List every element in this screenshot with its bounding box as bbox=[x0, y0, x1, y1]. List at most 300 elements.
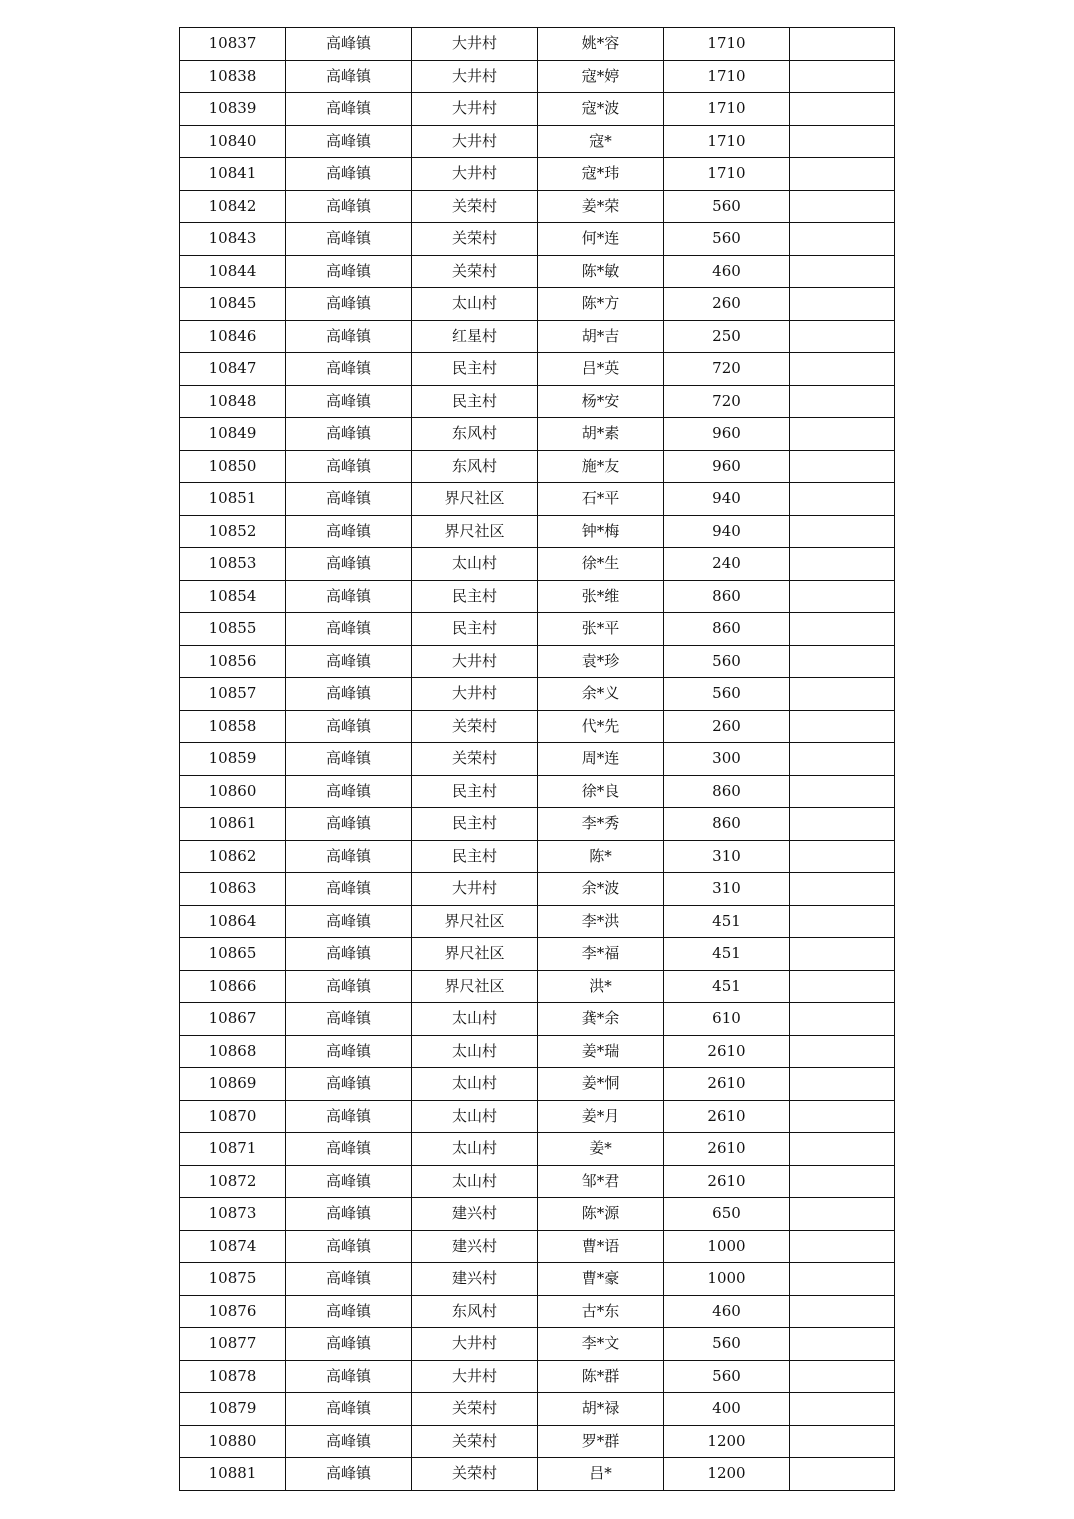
cell-note bbox=[790, 28, 895, 61]
cell-village: 界尺社区 bbox=[412, 938, 538, 971]
cell-amount: 860 bbox=[664, 580, 790, 613]
cell-id: 10865 bbox=[180, 938, 286, 971]
cell-note bbox=[790, 158, 895, 191]
cell-id: 10854 bbox=[180, 580, 286, 613]
cell-note bbox=[790, 645, 895, 678]
table-row bbox=[180, 1328, 895, 1361]
cell-town: 高峰镇 bbox=[286, 1100, 412, 1133]
cell-note bbox=[790, 1360, 895, 1393]
cell-name: 张*平 bbox=[538, 613, 664, 646]
cell-name: 张*维 bbox=[538, 580, 664, 613]
cell-village: 大井村 bbox=[412, 93, 538, 126]
cell-note bbox=[790, 418, 895, 451]
table-row bbox=[180, 1393, 895, 1426]
cell-name: 施*友 bbox=[538, 450, 664, 483]
cell-id: 10878 bbox=[180, 1360, 286, 1393]
cell-name: 姚*容 bbox=[538, 28, 664, 61]
cell-village: 大井村 bbox=[412, 873, 538, 906]
cell-town: 高峰镇 bbox=[286, 905, 412, 938]
cell-town: 高峰镇 bbox=[286, 1360, 412, 1393]
cell-note bbox=[790, 320, 895, 353]
table-row bbox=[180, 1360, 895, 1393]
cell-town: 高峰镇 bbox=[286, 1068, 412, 1101]
cell-note bbox=[790, 808, 895, 841]
cell-id: 10852 bbox=[180, 515, 286, 548]
cell-amount: 240 bbox=[664, 548, 790, 581]
cell-amount: 720 bbox=[664, 353, 790, 386]
cell-village: 界尺社区 bbox=[412, 970, 538, 1003]
cell-name: 周*连 bbox=[538, 743, 664, 776]
cell-name: 钟*梅 bbox=[538, 515, 664, 548]
cell-village: 太山村 bbox=[412, 1003, 538, 1036]
cell-village: 大井村 bbox=[412, 1328, 538, 1361]
cell-town: 高峰镇 bbox=[286, 483, 412, 516]
cell-town: 高峰镇 bbox=[286, 125, 412, 158]
table-row bbox=[180, 320, 895, 353]
cell-town: 高峰镇 bbox=[286, 1328, 412, 1361]
cell-note bbox=[790, 710, 895, 743]
cell-village: 大井村 bbox=[412, 28, 538, 61]
cell-amount: 560 bbox=[664, 1360, 790, 1393]
table-row bbox=[180, 1100, 895, 1133]
cell-name: 罗*群 bbox=[538, 1425, 664, 1458]
cell-village: 大井村 bbox=[412, 645, 538, 678]
cell-town: 高峰镇 bbox=[286, 840, 412, 873]
cell-town: 高峰镇 bbox=[286, 1165, 412, 1198]
cell-town: 高峰镇 bbox=[286, 320, 412, 353]
cell-note bbox=[790, 1100, 895, 1133]
table-row bbox=[180, 450, 895, 483]
cell-name: 石*平 bbox=[538, 483, 664, 516]
cell-amount: 940 bbox=[664, 515, 790, 548]
cell-name: 寇*玮 bbox=[538, 158, 664, 191]
table-row bbox=[180, 970, 895, 1003]
cell-amount: 560 bbox=[664, 190, 790, 223]
cell-name: 曹*豪 bbox=[538, 1263, 664, 1296]
cell-name: 吕* bbox=[538, 1458, 664, 1491]
cell-note bbox=[790, 190, 895, 223]
cell-note bbox=[790, 775, 895, 808]
cell-note bbox=[790, 93, 895, 126]
cell-village: 东风村 bbox=[412, 418, 538, 451]
cell-town: 高峰镇 bbox=[286, 223, 412, 256]
cell-amount: 1000 bbox=[664, 1230, 790, 1263]
cell-id: 10841 bbox=[180, 158, 286, 191]
cell-note bbox=[790, 1003, 895, 1036]
cell-town: 高峰镇 bbox=[286, 613, 412, 646]
cell-id: 10843 bbox=[180, 223, 286, 256]
cell-name: 代*先 bbox=[538, 710, 664, 743]
cell-amount: 560 bbox=[664, 645, 790, 678]
cell-id: 10872 bbox=[180, 1165, 286, 1198]
cell-name: 寇*婷 bbox=[538, 60, 664, 93]
cell-village: 东风村 bbox=[412, 450, 538, 483]
cell-amount: 1710 bbox=[664, 60, 790, 93]
cell-id: 10839 bbox=[180, 93, 286, 126]
cell-id: 10874 bbox=[180, 1230, 286, 1263]
cell-amount: 260 bbox=[664, 710, 790, 743]
cell-town: 高峰镇 bbox=[286, 743, 412, 776]
cell-amount: 260 bbox=[664, 288, 790, 321]
table-row bbox=[180, 710, 895, 743]
cell-town: 高峰镇 bbox=[286, 515, 412, 548]
cell-note bbox=[790, 743, 895, 776]
table-row bbox=[180, 223, 895, 256]
cell-village: 太山村 bbox=[412, 1035, 538, 1068]
cell-id: 10868 bbox=[180, 1035, 286, 1068]
cell-note bbox=[790, 515, 895, 548]
cell-town: 高峰镇 bbox=[286, 450, 412, 483]
cell-name: 吕*英 bbox=[538, 353, 664, 386]
table-row bbox=[180, 125, 895, 158]
cell-name: 寇*波 bbox=[538, 93, 664, 126]
table-row bbox=[180, 1295, 895, 1328]
cell-name: 龚*余 bbox=[538, 1003, 664, 1036]
cell-name: 曹*语 bbox=[538, 1230, 664, 1263]
cell-amount: 2610 bbox=[664, 1035, 790, 1068]
cell-note bbox=[790, 840, 895, 873]
table-row bbox=[180, 60, 895, 93]
cell-note bbox=[790, 1295, 895, 1328]
cell-amount: 960 bbox=[664, 418, 790, 451]
cell-name: 姜*月 bbox=[538, 1100, 664, 1133]
cell-note bbox=[790, 548, 895, 581]
cell-town: 高峰镇 bbox=[286, 385, 412, 418]
cell-town: 高峰镇 bbox=[286, 288, 412, 321]
cell-village: 民主村 bbox=[412, 775, 538, 808]
cell-note bbox=[790, 255, 895, 288]
cell-town: 高峰镇 bbox=[286, 1263, 412, 1296]
cell-name: 余*义 bbox=[538, 678, 664, 711]
cell-id: 10858 bbox=[180, 710, 286, 743]
cell-note bbox=[790, 1035, 895, 1068]
cell-amount: 1200 bbox=[664, 1425, 790, 1458]
cell-id: 10870 bbox=[180, 1100, 286, 1133]
table-row bbox=[180, 385, 895, 418]
cell-name: 李*福 bbox=[538, 938, 664, 971]
cell-village: 太山村 bbox=[412, 1100, 538, 1133]
cell-town: 高峰镇 bbox=[286, 1425, 412, 1458]
cell-amount: 960 bbox=[664, 450, 790, 483]
table-row bbox=[180, 1263, 895, 1296]
cell-town: 高峰镇 bbox=[286, 678, 412, 711]
cell-name: 姜* bbox=[538, 1133, 664, 1166]
cell-note bbox=[790, 125, 895, 158]
table-row bbox=[180, 1068, 895, 1101]
cell-village: 民主村 bbox=[412, 385, 538, 418]
table-row bbox=[180, 1165, 895, 1198]
cell-amount: 1710 bbox=[664, 93, 790, 126]
cell-note bbox=[790, 1328, 895, 1361]
cell-name: 徐*良 bbox=[538, 775, 664, 808]
cell-name: 胡*吉 bbox=[538, 320, 664, 353]
cell-town: 高峰镇 bbox=[286, 28, 412, 61]
cell-town: 高峰镇 bbox=[286, 1003, 412, 1036]
cell-id: 10880 bbox=[180, 1425, 286, 1458]
cell-name: 袁*珍 bbox=[538, 645, 664, 678]
cell-id: 10842 bbox=[180, 190, 286, 223]
cell-note bbox=[790, 450, 895, 483]
cell-town: 高峰镇 bbox=[286, 808, 412, 841]
records-table bbox=[179, 27, 895, 1491]
cell-name: 何*连 bbox=[538, 223, 664, 256]
cell-id: 10855 bbox=[180, 613, 286, 646]
cell-name: 余*波 bbox=[538, 873, 664, 906]
cell-name: 李*洪 bbox=[538, 905, 664, 938]
cell-name: 徐*生 bbox=[538, 548, 664, 581]
cell-id: 10848 bbox=[180, 385, 286, 418]
cell-amount: 720 bbox=[664, 385, 790, 418]
table-row bbox=[180, 548, 895, 581]
cell-village: 关荣村 bbox=[412, 1393, 538, 1426]
table-row bbox=[180, 775, 895, 808]
cell-amount: 1000 bbox=[664, 1263, 790, 1296]
table-row bbox=[180, 613, 895, 646]
cell-note bbox=[790, 905, 895, 938]
cell-id: 10863 bbox=[180, 873, 286, 906]
cell-amount: 1710 bbox=[664, 158, 790, 191]
cell-town: 高峰镇 bbox=[286, 1198, 412, 1231]
cell-village: 关荣村 bbox=[412, 710, 538, 743]
cell-note bbox=[790, 353, 895, 386]
cell-name: 姜*恫 bbox=[538, 1068, 664, 1101]
cell-village: 大井村 bbox=[412, 158, 538, 191]
cell-town: 高峰镇 bbox=[286, 418, 412, 451]
cell-village: 东风村 bbox=[412, 1295, 538, 1328]
cell-note bbox=[790, 1230, 895, 1263]
table-row bbox=[180, 1230, 895, 1263]
cell-village: 界尺社区 bbox=[412, 515, 538, 548]
records-table-body bbox=[180, 28, 895, 1491]
cell-name: 李*秀 bbox=[538, 808, 664, 841]
cell-name: 陈* bbox=[538, 840, 664, 873]
cell-village: 建兴村 bbox=[412, 1263, 538, 1296]
cell-amount: 2610 bbox=[664, 1133, 790, 1166]
cell-id: 10866 bbox=[180, 970, 286, 1003]
cell-note bbox=[790, 873, 895, 906]
cell-amount: 300 bbox=[664, 743, 790, 776]
table-row bbox=[180, 515, 895, 548]
cell-name: 邹*君 bbox=[538, 1165, 664, 1198]
cell-town: 高峰镇 bbox=[286, 710, 412, 743]
cell-amount: 451 bbox=[664, 938, 790, 971]
cell-village: 太山村 bbox=[412, 1068, 538, 1101]
cell-id: 10856 bbox=[180, 645, 286, 678]
cell-note bbox=[790, 613, 895, 646]
cell-id: 10838 bbox=[180, 60, 286, 93]
cell-note bbox=[790, 580, 895, 613]
cell-id: 10871 bbox=[180, 1133, 286, 1166]
cell-village: 关荣村 bbox=[412, 1458, 538, 1491]
table-row bbox=[180, 938, 895, 971]
cell-town: 高峰镇 bbox=[286, 580, 412, 613]
cell-amount: 451 bbox=[664, 970, 790, 1003]
cell-village: 民主村 bbox=[412, 353, 538, 386]
cell-town: 高峰镇 bbox=[286, 93, 412, 126]
cell-town: 高峰镇 bbox=[286, 60, 412, 93]
cell-id: 10857 bbox=[180, 678, 286, 711]
cell-village: 大井村 bbox=[412, 125, 538, 158]
cell-amount: 860 bbox=[664, 775, 790, 808]
cell-note bbox=[790, 970, 895, 1003]
cell-note bbox=[790, 1425, 895, 1458]
cell-village: 关荣村 bbox=[412, 743, 538, 776]
cell-village: 太山村 bbox=[412, 548, 538, 581]
cell-amount: 400 bbox=[664, 1393, 790, 1426]
cell-village: 民主村 bbox=[412, 808, 538, 841]
cell-town: 高峰镇 bbox=[286, 775, 412, 808]
cell-village: 太山村 bbox=[412, 1133, 538, 1166]
cell-id: 10875 bbox=[180, 1263, 286, 1296]
cell-town: 高峰镇 bbox=[286, 1230, 412, 1263]
table-row bbox=[180, 1003, 895, 1036]
cell-amount: 2610 bbox=[664, 1100, 790, 1133]
cell-note bbox=[790, 1165, 895, 1198]
cell-note bbox=[790, 938, 895, 971]
cell-note bbox=[790, 1133, 895, 1166]
table-row bbox=[180, 905, 895, 938]
cell-amount: 610 bbox=[664, 1003, 790, 1036]
cell-id: 10840 bbox=[180, 125, 286, 158]
cell-name: 陈*方 bbox=[538, 288, 664, 321]
cell-town: 高峰镇 bbox=[286, 548, 412, 581]
cell-amount: 860 bbox=[664, 613, 790, 646]
cell-id: 10861 bbox=[180, 808, 286, 841]
cell-town: 高峰镇 bbox=[286, 873, 412, 906]
cell-amount: 460 bbox=[664, 1295, 790, 1328]
cell-name: 陈*群 bbox=[538, 1360, 664, 1393]
table-row bbox=[180, 1133, 895, 1166]
cell-town: 高峰镇 bbox=[286, 938, 412, 971]
cell-amount: 940 bbox=[664, 483, 790, 516]
cell-name: 古*东 bbox=[538, 1295, 664, 1328]
table-row bbox=[180, 28, 895, 61]
cell-note bbox=[790, 288, 895, 321]
table-row bbox=[180, 678, 895, 711]
cell-id: 10862 bbox=[180, 840, 286, 873]
table-row bbox=[180, 418, 895, 451]
table-row bbox=[180, 483, 895, 516]
cell-name: 李*文 bbox=[538, 1328, 664, 1361]
cell-town: 高峰镇 bbox=[286, 1295, 412, 1328]
table-row bbox=[180, 743, 895, 776]
table-row bbox=[180, 255, 895, 288]
cell-note bbox=[790, 1263, 895, 1296]
cell-village: 建兴村 bbox=[412, 1230, 538, 1263]
table-row bbox=[180, 93, 895, 126]
cell-id: 10873 bbox=[180, 1198, 286, 1231]
cell-name: 杨*安 bbox=[538, 385, 664, 418]
cell-note bbox=[790, 223, 895, 256]
cell-village: 太山村 bbox=[412, 1165, 538, 1198]
cell-village: 关荣村 bbox=[412, 255, 538, 288]
cell-town: 高峰镇 bbox=[286, 353, 412, 386]
cell-amount: 1710 bbox=[664, 28, 790, 61]
cell-town: 高峰镇 bbox=[286, 158, 412, 191]
cell-id: 10846 bbox=[180, 320, 286, 353]
cell-id: 10851 bbox=[180, 483, 286, 516]
cell-amount: 250 bbox=[664, 320, 790, 353]
table-row bbox=[180, 190, 895, 223]
cell-amount: 451 bbox=[664, 905, 790, 938]
cell-name: 胡*禄 bbox=[538, 1393, 664, 1426]
cell-amount: 560 bbox=[664, 1328, 790, 1361]
cell-id: 10837 bbox=[180, 28, 286, 61]
cell-note bbox=[790, 1393, 895, 1426]
cell-village: 关荣村 bbox=[412, 190, 538, 223]
cell-amount: 2610 bbox=[664, 1165, 790, 1198]
table-row bbox=[180, 840, 895, 873]
cell-town: 高峰镇 bbox=[286, 255, 412, 288]
table-row bbox=[180, 808, 895, 841]
cell-amount: 310 bbox=[664, 840, 790, 873]
cell-note bbox=[790, 1458, 895, 1491]
cell-amount: 650 bbox=[664, 1198, 790, 1231]
cell-amount: 860 bbox=[664, 808, 790, 841]
cell-id: 10879 bbox=[180, 1393, 286, 1426]
cell-id: 10864 bbox=[180, 905, 286, 938]
table-row bbox=[180, 645, 895, 678]
cell-name: 姜*瑞 bbox=[538, 1035, 664, 1068]
cell-village: 红星村 bbox=[412, 320, 538, 353]
cell-note bbox=[790, 385, 895, 418]
table-row bbox=[180, 580, 895, 613]
cell-note bbox=[790, 1068, 895, 1101]
cell-town: 高峰镇 bbox=[286, 645, 412, 678]
table-row bbox=[180, 1458, 895, 1491]
cell-id: 10853 bbox=[180, 548, 286, 581]
cell-amount: 460 bbox=[664, 255, 790, 288]
cell-town: 高峰镇 bbox=[286, 1458, 412, 1491]
cell-village: 太山村 bbox=[412, 288, 538, 321]
cell-village: 大井村 bbox=[412, 1360, 538, 1393]
cell-note bbox=[790, 678, 895, 711]
table-row bbox=[180, 288, 895, 321]
table-row bbox=[180, 158, 895, 191]
cell-amount: 560 bbox=[664, 678, 790, 711]
cell-name: 陈*源 bbox=[538, 1198, 664, 1231]
cell-amount: 1710 bbox=[664, 125, 790, 158]
cell-village: 大井村 bbox=[412, 60, 538, 93]
cell-id: 10847 bbox=[180, 353, 286, 386]
cell-id: 10877 bbox=[180, 1328, 286, 1361]
table-row bbox=[180, 1035, 895, 1068]
cell-id: 10860 bbox=[180, 775, 286, 808]
table-row bbox=[180, 353, 895, 386]
cell-id: 10869 bbox=[180, 1068, 286, 1101]
cell-name: 寇* bbox=[538, 125, 664, 158]
table-row bbox=[180, 1425, 895, 1458]
cell-amount: 1200 bbox=[664, 1458, 790, 1491]
cell-village: 建兴村 bbox=[412, 1198, 538, 1231]
cell-id: 10845 bbox=[180, 288, 286, 321]
cell-village: 关荣村 bbox=[412, 1425, 538, 1458]
cell-note bbox=[790, 483, 895, 516]
cell-village: 界尺社区 bbox=[412, 483, 538, 516]
cell-village: 大井村 bbox=[412, 678, 538, 711]
cell-amount: 560 bbox=[664, 223, 790, 256]
cell-town: 高峰镇 bbox=[286, 190, 412, 223]
cell-amount: 310 bbox=[664, 873, 790, 906]
cell-village: 民主村 bbox=[412, 840, 538, 873]
cell-name: 胡*素 bbox=[538, 418, 664, 451]
cell-village: 关荣村 bbox=[412, 223, 538, 256]
cell-amount: 2610 bbox=[664, 1068, 790, 1101]
cell-id: 10859 bbox=[180, 743, 286, 776]
cell-id: 10876 bbox=[180, 1295, 286, 1328]
table-row bbox=[180, 1198, 895, 1231]
cell-town: 高峰镇 bbox=[286, 970, 412, 1003]
